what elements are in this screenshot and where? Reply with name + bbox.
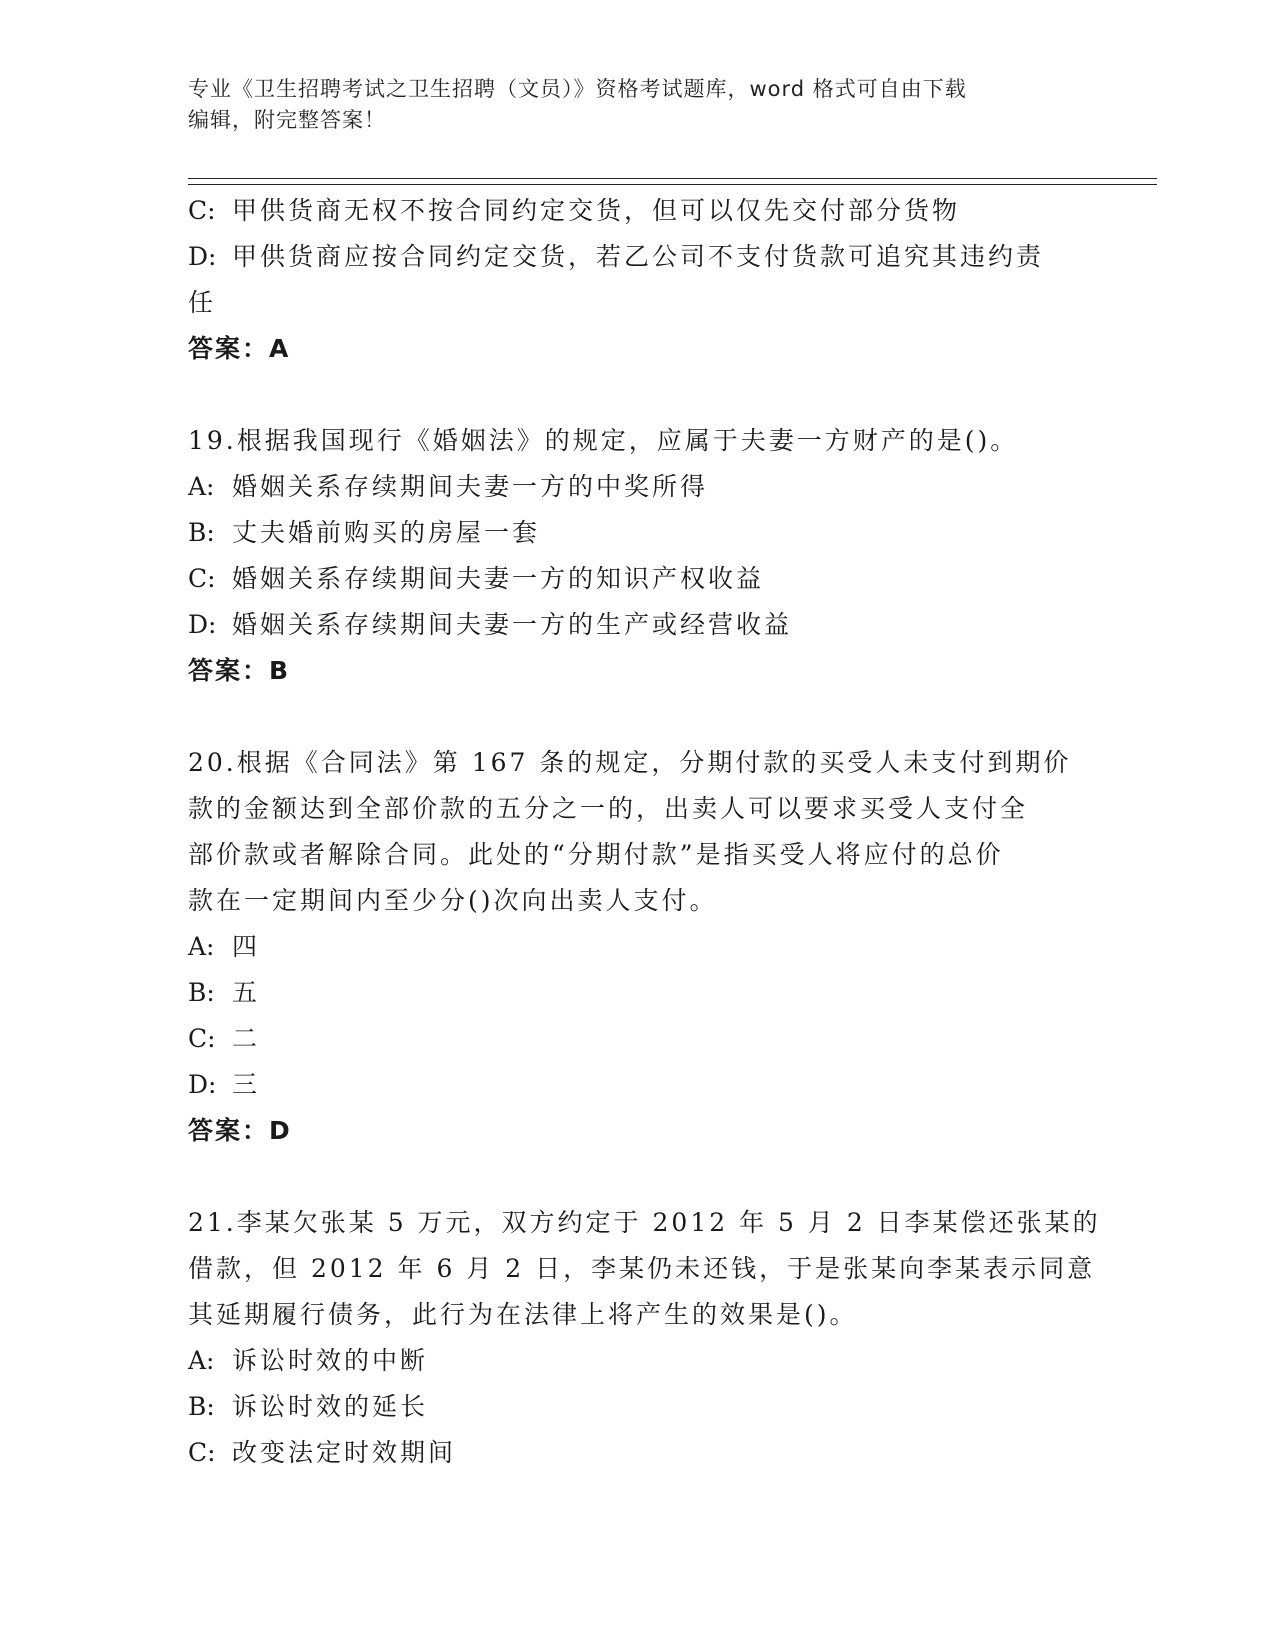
header-line-1: 专业《卫生招聘考试之卫生招聘（文员）》资格考试题库，word 格式可自由下载 xyxy=(188,77,967,101)
option-label: D: xyxy=(188,1070,217,1099)
option-d-continuation: 任 xyxy=(188,288,217,317)
option-text: 诉讼时效的延长 xyxy=(232,1392,429,1421)
option-c xyxy=(188,556,1088,602)
option-label: C: xyxy=(188,196,216,225)
option-label: A: xyxy=(188,932,215,961)
option-label: B: xyxy=(188,1392,215,1421)
option-d xyxy=(188,234,1088,280)
question-stem-line: 借款，但 2012 年 6 月 2 日，李某仍未还钱，于是张某向李某表示同意 xyxy=(188,1254,1096,1283)
answer xyxy=(188,648,1088,694)
question-stem-line: 其延期履行债务，此行为在法律上将产生的效果是()。 xyxy=(188,1300,858,1329)
option-text: 婚姻关系存续期间夫妻一方的生产或经营收益 xyxy=(232,610,793,639)
option-a xyxy=(188,924,1088,970)
option-a xyxy=(188,464,1088,510)
option-text: 五 xyxy=(232,978,261,1007)
option-b xyxy=(188,510,1088,556)
question-list xyxy=(188,188,1101,1476)
question-stem-line: 20.根据《合同法》第 167 条的规定，分期付款的买受人未支付到期价 xyxy=(188,748,1072,777)
option-label: C: xyxy=(188,564,216,593)
option-label: A: xyxy=(188,472,215,501)
option-c xyxy=(188,188,1088,234)
question-stem: 19.根据我国现行《婚姻法》的规定，应属于夫妻一方财产的是()。 xyxy=(188,426,1019,455)
answer-label: 答案： xyxy=(188,334,270,363)
question-21 xyxy=(188,1200,1101,1476)
option-c xyxy=(188,1016,1088,1062)
option-label: A: xyxy=(188,1346,215,1375)
question-19 xyxy=(188,418,1088,694)
option-text: 婚姻关系存续期间夫妻一方的知识产权收益 xyxy=(232,564,765,593)
option-text: 改变法定时效期间 xyxy=(232,1438,457,1467)
option-text: 丈夫婚前购买的房屋一套 xyxy=(232,518,541,547)
answer-label: 答案： xyxy=(188,656,270,685)
spacer xyxy=(188,694,1088,740)
option-text: 甲供货商应按合同约定交货，若乙公司不支付货款可追究其违约责 xyxy=(232,242,1045,271)
question-20 xyxy=(188,740,1088,1154)
answer-value: D xyxy=(269,1116,291,1145)
answer-value: A xyxy=(269,334,290,363)
option-b xyxy=(188,970,1088,1016)
question-stem-line: 21.李某欠张某 5 万元，双方约定于 2012 年 5 月 2 日李某偿还张某的 xyxy=(188,1208,1101,1237)
question-stem-line: 款的金额达到全部价款的五分之一的，出卖人可以要求买受人支付全 xyxy=(188,794,1029,823)
option-a xyxy=(188,1338,1088,1384)
question-18-tail xyxy=(188,188,1088,372)
option-label: B: xyxy=(188,518,215,547)
option-label: B: xyxy=(188,978,215,1007)
question-stem-line: 部价款或者解除合同。此处的“分期付款”是指买受人将应付的总价 xyxy=(188,840,1004,869)
option-text: 诉讼时效的中断 xyxy=(232,1346,429,1375)
answer xyxy=(188,326,1088,372)
document-header xyxy=(188,74,1088,136)
option-label: C: xyxy=(188,1438,216,1467)
option-text: 三 xyxy=(232,1070,261,1099)
header-divider-bottom xyxy=(188,184,1157,185)
option-c xyxy=(188,1430,1088,1476)
answer-label: 答案： xyxy=(188,1116,270,1145)
option-b xyxy=(188,1384,1088,1430)
answer-value: B xyxy=(269,656,290,685)
spacer xyxy=(188,1154,1088,1200)
header-divider-top xyxy=(188,178,1157,179)
option-d xyxy=(188,602,1088,648)
option-text: 四 xyxy=(232,932,261,961)
question-stem-line: 款在一定期间内至少分()次向出卖人支付。 xyxy=(188,886,718,915)
option-d xyxy=(188,1062,1088,1108)
option-text: 甲供货商无权不按合同约定交货，但可以仅先交付部分货物 xyxy=(232,196,961,225)
spacer xyxy=(188,372,1088,418)
option-text: 婚姻关系存续期间夫妻一方的中奖所得 xyxy=(232,472,709,501)
answer xyxy=(188,1108,1088,1154)
option-label: C: xyxy=(188,1024,216,1053)
option-label: D: xyxy=(188,242,217,271)
header-line-2: 编辑，附完整答案！ xyxy=(188,108,386,132)
option-text: 二 xyxy=(232,1024,261,1053)
option-label: D: xyxy=(188,610,217,639)
